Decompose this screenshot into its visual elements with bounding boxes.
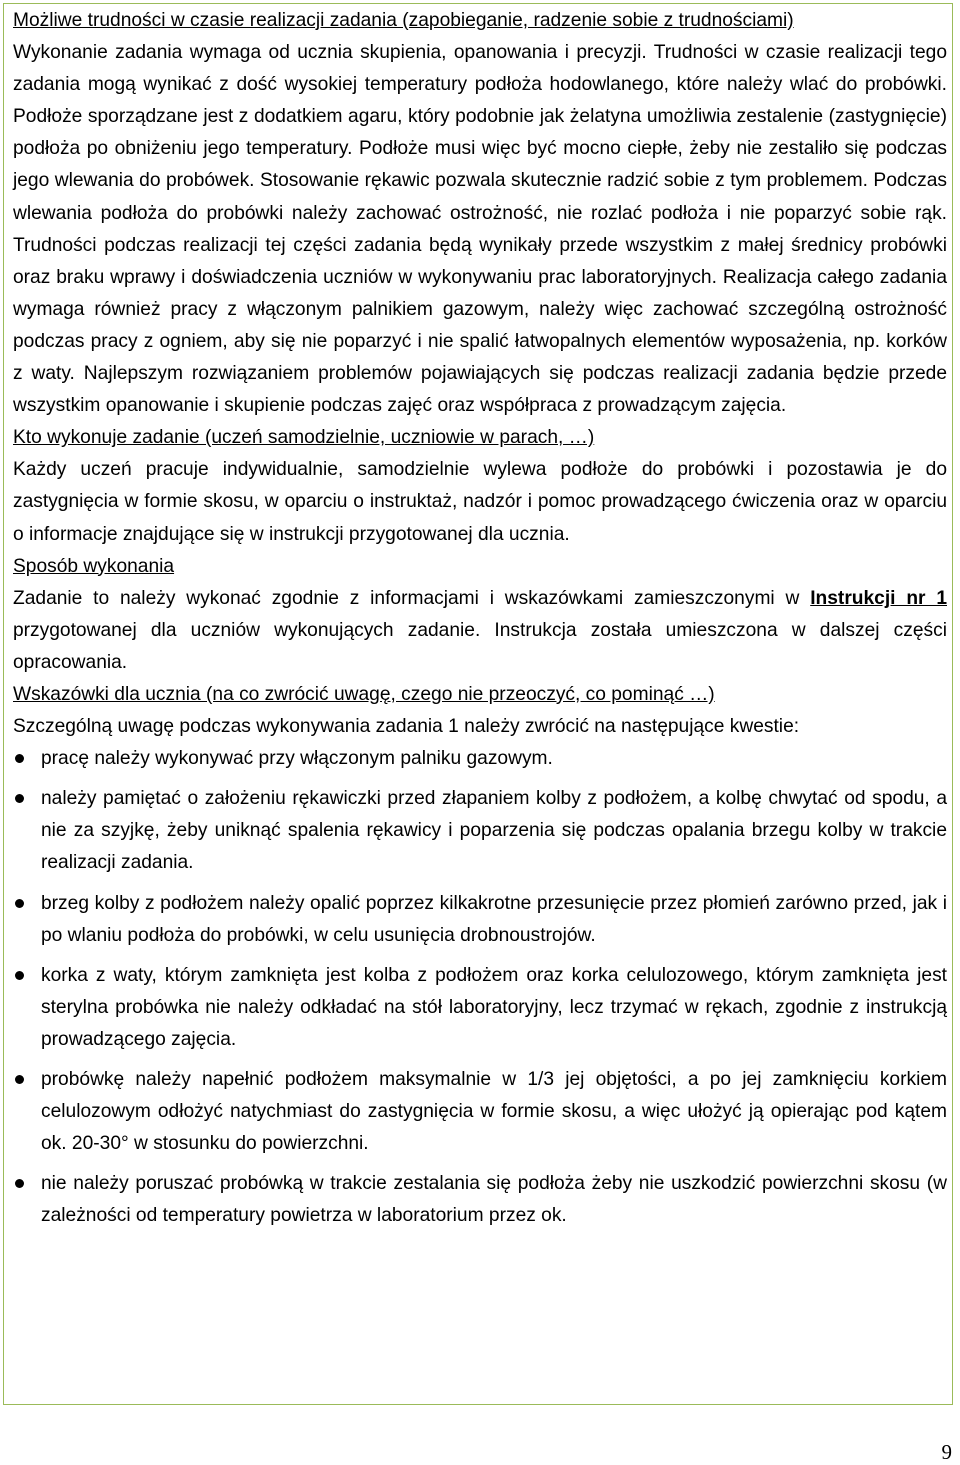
bullet-icon <box>15 1075 24 1084</box>
method-paragraph <box>13 583 947 679</box>
bullet-icon <box>15 794 24 803</box>
page-number: 9 <box>941 1440 952 1464</box>
list-item <box>13 960 947 1056</box>
method-text-before: Zadanie to należy wykonać zgodnie z informacjami i wskazówkami zamieszczonymi w <box>13 587 800 609</box>
bullet-icon <box>15 899 24 908</box>
bullet-icon <box>15 1179 24 1188</box>
tips-intro: Szczególną uwagę podczas wykonywania zadania 1 należy zwrócić na następujące kwestie: <box>13 716 800 738</box>
method-text-after: przygotowanej dla uczniów wykonujących zadanie. Instrukcja została umieszczona w dalszej części opracowania. <box>13 619 947 673</box>
list-item <box>13 783 947 879</box>
who-heading: Kto wykonuje zadanie (uczeń samodzielnie, uczniowie w parach, …) <box>13 427 595 449</box>
list-item-text: pracę należy wykonywać przy włączonym palniku gazowym. <box>41 748 553 770</box>
difficulties-heading: Możliwe trudności w czasie realizacji zadania (zapobieganie, radzenie sobie z trudnościami) <box>13 10 794 31</box>
list-item <box>13 1064 947 1160</box>
document-body <box>13 5 947 1240</box>
list-item <box>13 743 947 775</box>
list-item-text: należy pamiętać o założeniu rękawiczki przed złapaniem kolby z podłożem, a kolbę chwytać od spodu, a nie za szyjkę, żeby uniknąć spalenia rękawicy i poparzenia się podczas opalania brzegu kolby w trakcie realizacji zadania. <box>41 788 947 874</box>
bullet-icon <box>15 971 24 980</box>
bullet-icon <box>15 754 24 763</box>
list-item-text: probówkę należy napełnić podłożem maksymalnie w 1/3 jej objętości, a po jej zamknięciu korkiem celulozowym odłożyć natychmiast do zastygnięcia w formie skosu, a więc ułożyć ją opierając pod kątem ok. 20-30° w stosunku do powierzchni. <box>41 1069 947 1155</box>
who-paragraph: Każdy uczeń pracuje indywidualnie, samodzielnie wylewa podłoże do probówki i pozostawia je do zastygnięcia w formie skosu, w oparciu o instruktaż, nadzór i pomoc prowadzącego ćwiczenia oraz w oparciu o informacje znajdujące się w instrukcji przygotowanej dla ucznia. <box>13 459 947 545</box>
tips-heading: Wskazówki dla ucznia (na co zwrócić uwagę, czego nie przeoczyć, co pominąć …) <box>13 683 715 705</box>
instruction-reference: Instrukcji nr 1 <box>810 587 947 609</box>
list-item <box>13 1168 947 1232</box>
list-item-text: brzeg kolby z podłożem należy opalić poprzez kilkakrotne przesunięcie przez płomień zarówno przed, jak i po wlaniu podłoża do probówki, w celu usunięcia drobnoustrojów. <box>41 892 947 946</box>
method-heading: Sposób wykonania <box>13 555 175 577</box>
difficulties-paragraph: Wykonanie zadania wymaga od ucznia skupienia, opanowania i precyzji. Trudności w czasie realizacji tego zadania mogą wynikać z dość wysokiej temperatury podłoża hodowlanego, które należy wlać do probówki. Podłoże sporządzane jest z dodatkiem agaru, który podobnie jak żelatyna umożliwia zestalenie (zastygnięcie) podłoża po obniżeniu jego temperatury. Podłoże musi więc być mocno ciepłe, żeby nie zestaliło się podczas jego wlewania do probówek. Stosowanie rękawic pozwala skutecznie radzić sobie z tym problemem. Podczas wlewania podłoża do probówki należy zachować ostrożność, nie rozlać podłoża i nie poparzyć sobie rąk. Trudności podczas realizacji tej części zadania będą wynikały przede wszystkim z małej średnicy probówki oraz braku wprawy i doświadczenia uczniów w wykonywaniu prac laboratoryjnych. Realizacja całego zadania wymaga również pracy z włączonym palnikiem gazowym, należy więc zachować szczególną ostrożność podczas pracy z ogniem, aby się nie poparzyć i nie spalić łatwopalnych elementów wyposażenia, np. korków z waty. Najlepszym rozwiązaniem problemów pojawiających się podczas realizacji zadania będzie przede wszystkim opanowanie i skupienie podczas zajęć oraz współpraca z prowadzącym zajęcia. <box>13 42 947 417</box>
list-item-text: korka z waty, którym zamknięta jest kolba z podłożem oraz korka celulozowego, którym zamknięta jest sterylna probówka nie należy odkładać na stół laboratoryjny, lecz trzymać w rękach, zgodnie z instrukcją prowadzącego zajęcia. <box>41 964 947 1050</box>
list-item-text: nie należy poruszać probówką w trakcie zestalania się podłoża żeby nie uszkodzić powierzchni skosu (w zależności od temperatury powietrza w laboratorium przez ok. <box>41 1173 947 1227</box>
list-item <box>13 888 947 952</box>
tips-list <box>13 743 947 1232</box>
